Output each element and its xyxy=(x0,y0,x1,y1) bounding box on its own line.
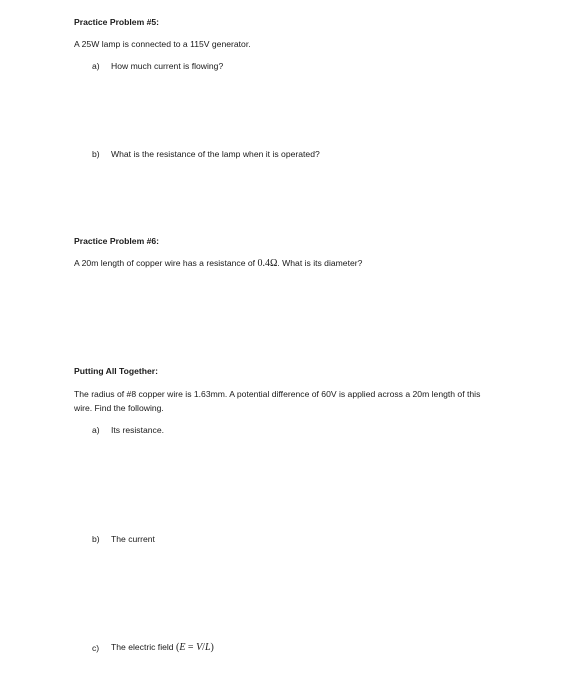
together-c-text xyxy=(111,642,214,653)
electric-field-formula xyxy=(176,642,214,653)
problem6-statement-before: A 20m length of copper wire has a resistance of xyxy=(74,258,258,268)
formula-open-paren: ( xyxy=(175,642,180,653)
together-c-label-text: The electric field xyxy=(111,642,176,652)
formula-slash: / xyxy=(202,642,205,653)
problem6-statement-after: . What is its diameter? xyxy=(277,258,363,268)
together-heading: Putting All Together: xyxy=(74,366,159,376)
problem6-heading: Practice Problem #6: xyxy=(74,236,160,246)
together-c-label: c) xyxy=(92,643,100,653)
formula-close-paren: ) xyxy=(210,642,214,653)
formula-v: V xyxy=(196,642,203,653)
problem5-a-label: a) xyxy=(92,61,100,71)
together-statement-line2: wire. Find the following. xyxy=(74,403,164,413)
together-b-label: b) xyxy=(92,534,100,544)
problem6-resistance: 0.4Ω xyxy=(257,258,278,269)
problem5-heading: Practice Problem #5: xyxy=(74,17,160,27)
formula-equals: = xyxy=(185,642,197,653)
formula-e: E xyxy=(179,642,186,653)
together-b-text: The current xyxy=(111,534,155,544)
together-a-text: Its resistance. xyxy=(111,425,165,435)
problem5-statement: A 25W lamp is connected to a 115V generator. xyxy=(74,39,251,49)
problem5-a-text: How much current is flowing? xyxy=(111,61,224,71)
formula-l: L xyxy=(204,642,211,653)
problem6-statement xyxy=(74,258,362,269)
problem5-b-text: What is the resistance of the lamp when it is operated? xyxy=(111,149,320,159)
together-statement-line1: The radius of #8 copper wire is 1.63mm. A potential difference of 60V is applied across a 20m length of this xyxy=(74,389,481,399)
problem5-b-label: b) xyxy=(92,149,100,159)
together-a-label: a) xyxy=(92,425,100,435)
